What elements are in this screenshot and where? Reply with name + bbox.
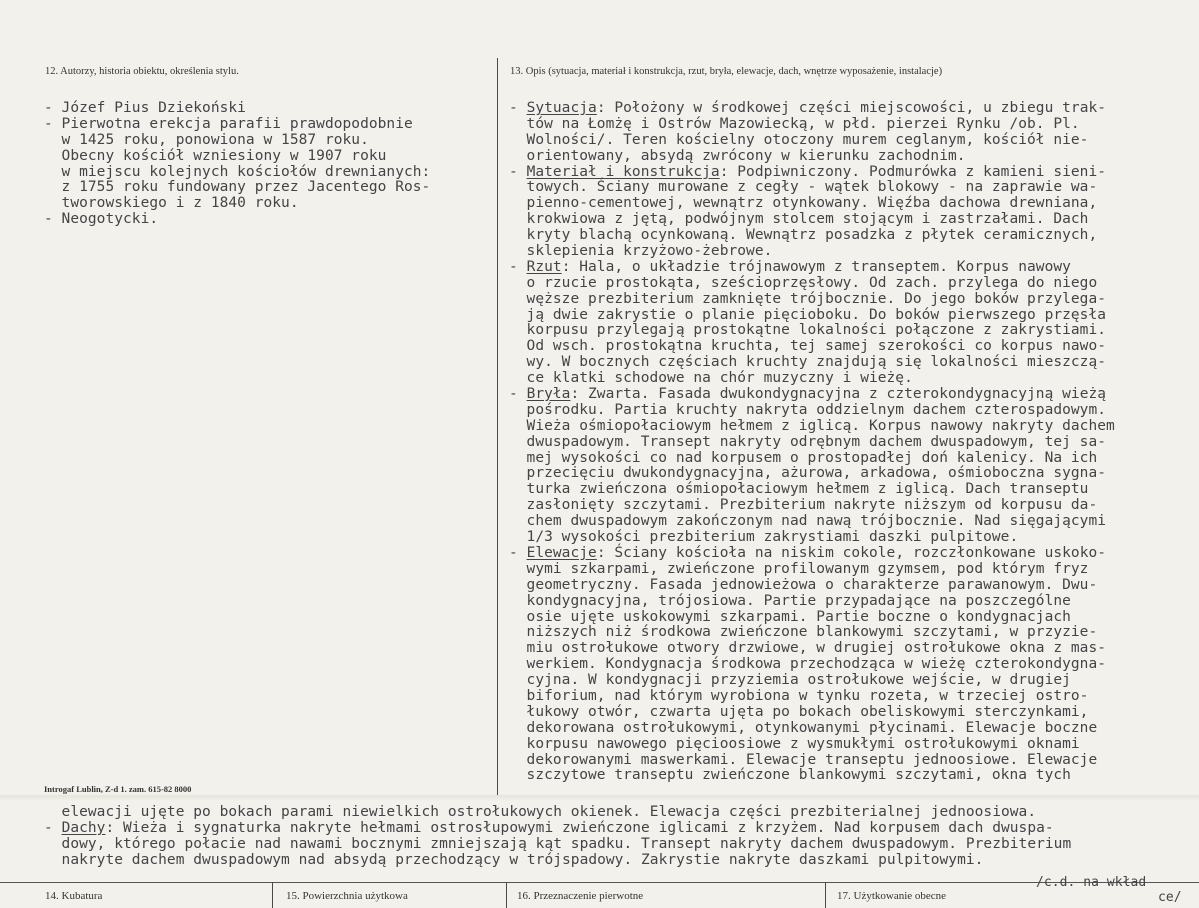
- roof-description-text: [44, 805, 1071, 869]
- description-line: mej wysokości co nad korpusem o prostopadłej doń kalenicy. Na ich: [509, 449, 1098, 466]
- section-13-heading: 13. Opis (sytuacja, materiał i konstrukcja, rzut, bryła, elewacje, dach, wnętrze wyposażenie, instalacje): [510, 66, 943, 77]
- description-line: dwuspadowym. Transept nakryty odrębnym dachem dwuspadowym, tej sa-: [509, 433, 1107, 450]
- description-line: ją dwie zakrystie o planie pięcioboku. Do boków pierwszego przęsła: [509, 306, 1107, 323]
- history-line: - Józef Pius Dziekoński: [44, 100, 246, 116]
- footer-top-rule: [0, 882, 1199, 883]
- footer-divider-1: [272, 882, 273, 908]
- description-line: pośrodku. Partia kruchty nakryta oddzielnym dachem czterospadowym.: [509, 401, 1107, 418]
- description-line: przecięciu dwukondygnacyjna, ażurowa, arkadowa, ośmioboczna sygna-: [509, 465, 1107, 482]
- description-line: wy. W bocznych częściach kruchty znajdują się lokalności mieszczą-: [509, 354, 1107, 371]
- line-text: : Hala, o układzie trójnawowym z transeptem. Korpus nawowy: [561, 258, 1071, 275]
- description-line: węższe prezbiterium zamknięte trójbocznie. Do jego boków przylega-: [509, 290, 1107, 307]
- description-line: werkiem. Kondygnacja środkowa przechodząca w wieżę czterokondygna-: [509, 656, 1107, 673]
- description-line: [509, 546, 1115, 562]
- history-line: - Pierwotna erekcja parafii prawdopodobnie: [44, 115, 413, 132]
- line-text: : Położony w środkowej części miejscowości, u zbiegu trak-: [596, 100, 1107, 116]
- footer-original-purpose: 16. Przeznaczenie pierwotne: [517, 890, 644, 902]
- description-line: kryty blachą ocynkowaną. Wewnątrz posadzka z płytek ceramicznych,: [509, 227, 1098, 244]
- bullet-dash: -: [509, 100, 527, 116]
- history-line: w miejscu kolejnych kościołów drewnianych:: [44, 163, 431, 180]
- section-label: Sytuacja: [526, 100, 597, 116]
- description-line: [509, 387, 1115, 403]
- description-line: turka zwieńczona ośmiopołaciowym hełmem z iglicą. Dach transeptu: [509, 481, 1089, 498]
- section-label: Bryła: [526, 386, 571, 403]
- line-text: : Zwarta. Fasada dwukondygnacyjna z czterokondygnacyjną wieżą: [570, 386, 1107, 403]
- description-line: o rzucie prostokąta, sześcioprzęsłowy. Od zach. przylega do niego: [509, 274, 1098, 291]
- footer-cubature: 14. Kubatura: [45, 890, 103, 902]
- history-line: - Neogotycki.: [44, 211, 159, 228]
- paper-fold-shadow: [0, 795, 1199, 801]
- description-line: nakryte dachem dwuspadowym nad absydą przechodzący w trójspadowy. Zakrystie nakryte daszkami pulpitowymi.: [44, 851, 984, 868]
- description-line: geometryczny. Fasada jednowieżowa o charakterze parawanowym. Dwu-: [509, 576, 1098, 593]
- description-line: Wolności/. Teren kościelny otoczony murem ceglanym, kościół nie-: [509, 131, 1089, 148]
- description-line: biforium, nad którym wyrobiona w tynku rozeta, w trzeciej ostro-: [509, 687, 1089, 704]
- description-line: [44, 821, 1071, 837]
- bullet-dash: -: [44, 819, 62, 836]
- description-line: Wieża ośmiopołaciowym hełmem z iglicą. Korpus nawowy nakryty dachem: [509, 417, 1115, 434]
- bullet-dash: -: [509, 386, 527, 403]
- description-line: miu ostrołukowe otwory drzwiowe, w drugiej ostrołukowe okna z mas-: [509, 640, 1107, 657]
- bullet-dash: -: [509, 544, 527, 561]
- description-line: korpusu przylegają prostokątne lokalności połączone z zakrystiami.: [509, 322, 1107, 339]
- description-line: chem dwuspadowym zakończonym nad nawą trójbocznie. Nad sięgającymi: [509, 513, 1107, 530]
- section-13-text: [509, 101, 1115, 784]
- description-line: elewacji ujęte po bokach parami niewielkich ostrołukowych okienek. Elewacja części prezbiterialnej jednoosiowa.: [44, 804, 1037, 820]
- description-line: tów na Łomżę i Ostrów Mazowiecką, w płd. pierzei Rynku /ob. Pl.: [509, 115, 1080, 132]
- continued-note-1: /c.d. na wkład: [1036, 875, 1147, 890]
- history-line: z 1755 roku fundowany przez Jacentego Ros-: [44, 179, 431, 196]
- description-line: łukowy otwór, czwarta ujęta po bokach obeliskowymi sterczynkami,: [509, 703, 1089, 720]
- description-line: [509, 101, 1115, 117]
- description-line: osie ujęte uskokowymi szkarpami. Partie boczne o kondygnacjach: [509, 608, 1071, 625]
- description-line: [509, 260, 1115, 276]
- footer-divider-2: [506, 882, 507, 908]
- description-line: cyjna. W kondygnacji przyziemia ostrołukowe wejście, w drugiej: [509, 672, 1071, 689]
- column-divider: [497, 58, 498, 798]
- printer-note: Introgaf Lublin, Z-d 1. zam. 615-82 8000: [44, 784, 192, 794]
- description-line: dekorowana ostrołukowymi, otynkowanymi płycinami. Elewacje boczne: [509, 719, 1098, 736]
- bullet-dash: -: [509, 163, 527, 180]
- description-line: krokwiowa z jętą, podwójnym stolcem stojącym i zastrzałami. Dach: [509, 211, 1089, 228]
- footer-current-use: 17. Użytkowanie obecne: [837, 890, 947, 902]
- section-label: Rzut: [526, 258, 562, 275]
- footer-usable-area: 15. Powierzchnia użytkowa: [286, 890, 408, 902]
- description-line: korpusu nawowego pięcioosiowe z wysmukłymi ostrołukowymi oknami: [509, 735, 1080, 752]
- history-line: Obecny kościół wzniesiony w 1907 roku: [44, 147, 387, 164]
- description-line: towych. Ściany murowane z cegły - wątek blokowy - na zaprawie wa-: [509, 179, 1098, 196]
- description-line: dowy, którego połacie nad nawami bocznymi zmniejszają kąt spadku. Transept nakryty dachem dwuspadowym. Prezbiterium: [44, 835, 1072, 852]
- description-line: orientowany, absydą zwrócony w kierunku zachodnim.: [509, 147, 966, 164]
- description-line: 1/3 wysokości prezbiterium zakrystiami daszki pulpitowe.: [509, 529, 1019, 546]
- section-label: Materiał i konstrukcja: [526, 163, 720, 180]
- line-text: : Podpiwniczony. Podmurówka z kamieni sieni-: [719, 163, 1107, 180]
- description-line: kondygnacyjna, trójosiowa. Partie przypadające na poszczególne: [509, 592, 1071, 609]
- description-line: Od wsch. prostokątna kruchta, tej samej szerokości co korpus nawo-: [509, 338, 1107, 355]
- history-line: w 1425 roku, ponowiona w 1587 roku.: [44, 131, 369, 148]
- description-line: pienno-cementowej, wewnątrz otynkowany. Więźba dachowa drewniana,: [509, 195, 1098, 212]
- description-line: niższych niż środkowa zwieńczone blankowymi szczytami, w przyzie-: [509, 624, 1098, 641]
- description-line: ce klatki schodowe na chór muzyczny i wieżę.: [509, 370, 913, 387]
- line-text: : Ściany kościoła na niskim cokole, rozczłonkowane uskoko-: [596, 544, 1107, 561]
- section-label: Dachy: [61, 819, 106, 836]
- description-line: sklepienia krzyżowo-żebrowe.: [509, 243, 773, 260]
- footer-divider-3: [825, 882, 826, 908]
- description-line: dekorowanymi maswerkami. Elewacje transeptu jednoosiowe. Elewacje: [509, 751, 1098, 768]
- line-text: : Wieża i sygnaturka nakryte hełmami ostrosłupowymi zwieńczone iglicami z krzyżem. Nad korpusem dach dwuspa-: [105, 819, 1054, 836]
- bullet-dash: -: [509, 258, 527, 275]
- section-12-text: [44, 101, 430, 228]
- description-line: szczytowe transeptu zwieńczone blankowymi szczytami, okna tych: [509, 767, 1071, 784]
- section-label: Elewacje: [526, 544, 597, 561]
- section-12-heading: 12. Autorzy, historia obiektu, określenia stylu.: [45, 66, 239, 77]
- description-line: wymi szkarpami, zwieńczone profilowanym gzymsem, pod którym fryz: [509, 560, 1089, 577]
- continued-note-2: ce/: [1158, 890, 1182, 905]
- history-line: tworowskiego i z 1840 roku.: [44, 195, 299, 212]
- description-line: zasłonięty szczytami. Prezbiterium nakryte niższym od korpusu da-: [509, 497, 1098, 514]
